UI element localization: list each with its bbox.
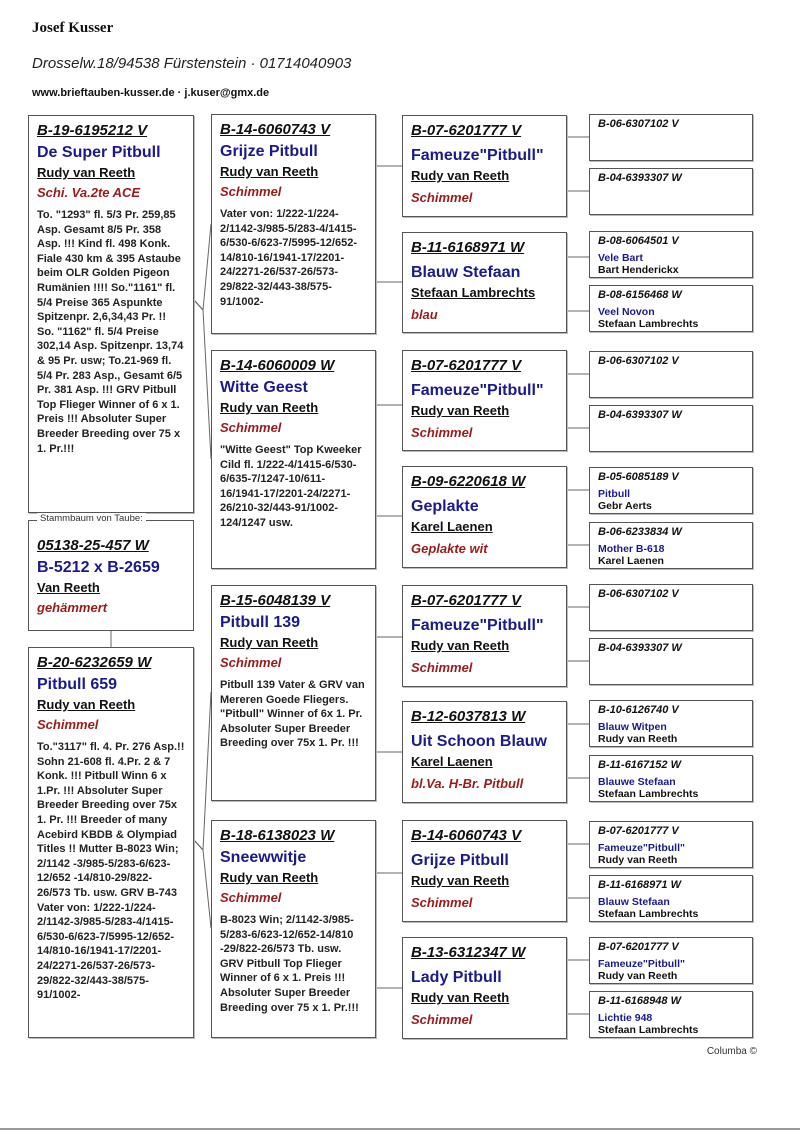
grandparent-name: Pitbull 139 — [220, 614, 301, 631]
gggp-name: Mother B-618 — [598, 543, 665, 555]
grandparent-name: Grijze Pitbull — [220, 143, 318, 160]
gggp-card[interactable] — [589, 114, 753, 161]
gggp-ring-number: B-06-6307102 V — [598, 588, 679, 600]
gggp-card[interactable] — [589, 467, 753, 514]
ggp-name: Fameuze"Pitbull" — [411, 147, 544, 164]
ggp-name: Fameuze"Pitbull" — [411, 617, 544, 634]
sire-name: De Super Pitbull — [37, 144, 161, 161]
gggp-ring-number: B-11-6168948 W — [598, 995, 681, 1007]
ggp-name: Uit Schoon Blauw — [411, 733, 547, 750]
ggp-color: Schimmel — [411, 660, 473, 675]
gggp-ring-number: B-06-6307102 V — [598, 355, 679, 367]
owner-website-email: www.brieftauben-kusser.de · j.kuser@gmx.de — [32, 87, 270, 99]
gggp-ring-number: B-10-6126740 V — [598, 704, 679, 716]
gggp-breeder: Karel Laenen — [598, 555, 664, 567]
gggp-name: Fameuze"Pitbull" — [598, 842, 685, 854]
great-grandparent-card[interactable] — [402, 466, 567, 568]
gggp-breeder: Bart Henderickx — [598, 264, 679, 276]
great-grandparent-card[interactable] — [402, 585, 567, 687]
gggp-ring-number: B-08-6156468 W — [598, 289, 682, 301]
grandparent-name: Witte Geest — [220, 379, 308, 396]
gggp-card[interactable] — [589, 638, 753, 685]
ggp-color: bl.Va. H-Br. Pitbull — [411, 776, 524, 791]
gggp-card[interactable] — [589, 700, 753, 747]
ggp-breeder: Rudy van Reeth — [411, 638, 510, 653]
ggp-color: Geplakte wit — [411, 541, 488, 556]
copyright-label: Columba © — [706, 1046, 757, 1057]
great-grandparent-card[interactable] — [402, 820, 567, 922]
ggp-color: Schimmel — [411, 895, 473, 910]
sire-card[interactable] — [28, 115, 194, 513]
ggp-breeder: Karel Laenen — [411, 519, 493, 534]
great-grandparent-card[interactable] — [402, 701, 567, 803]
gggp-breeder: Gebr Aerts — [598, 500, 652, 512]
grandparent-notes: Pitbull 139 Vater & GRV van Mereren Goede Fliegers. "Pitbull" Winner of 6x 1. Pr. Absoluter Super Breeder Breeding over 75x 1. Pr. !!! — [220, 679, 365, 750]
grandparent-card[interactable] — [211, 585, 376, 801]
gggp-name: Lichtie 948 — [598, 1012, 653, 1024]
ggp-color: blau — [411, 307, 438, 322]
ggp-breeder: Rudy van Reeth — [411, 168, 510, 183]
grandparent-breeder: Rudy van Reeth — [220, 635, 319, 650]
gggp-ring-number: B-04-6393307 W — [598, 642, 682, 654]
ggp-breeder: Rudy van Reeth — [411, 873, 510, 888]
gggp-name: Veel Novon — [598, 306, 655, 318]
dam-breeder: Rudy van Reeth — [37, 697, 136, 712]
ggp-breeder: Rudy van Reeth — [411, 403, 510, 418]
gggp-name: Blauwe Stefaan — [598, 776, 676, 788]
grandparent-name: Sneewwitje — [220, 849, 307, 866]
subject-pigeon-card[interactable] — [28, 513, 194, 631]
gggp-breeder: Stefaan Lambrechts — [598, 318, 699, 330]
gggp-name: Pitbull — [598, 488, 631, 500]
ggp-name: Fameuze"Pitbull" — [411, 382, 544, 399]
gggp-card[interactable] — [589, 821, 753, 868]
gggp-breeder: Rudy van Reeth — [598, 854, 678, 866]
gggp-card[interactable] — [589, 584, 753, 631]
grandparent-color: Schimmel — [220, 420, 282, 435]
dam-name: Pitbull 659 — [37, 676, 118, 693]
grandparent-breeder: Rudy van Reeth — [220, 400, 319, 415]
great-grandparent-card[interactable] — [402, 937, 567, 1039]
gggp-ring-number: B-08-6064501 V — [598, 235, 679, 247]
subject-ring-number: 05138-25-457 W — [37, 537, 149, 554]
subject-breeder: Van Reeth — [37, 580, 100, 595]
gggp-ring-number: B-06-6307102 V — [598, 118, 679, 130]
gggp-breeder: Rudy van Reeth — [598, 970, 678, 982]
gggp-ring-number: B-04-6393307 W — [598, 172, 682, 184]
grandparent-ring-number: B-14-6060009 W — [220, 357, 335, 374]
ggp-ring-number: B-12-6037813 W — [411, 708, 526, 725]
subject-color: gehämmert — [37, 600, 108, 615]
dam-card[interactable] — [28, 647, 194, 1038]
grandparent-breeder: Rudy van Reeth — [220, 870, 319, 885]
grandparent-ring-number: B-14-6060743 V — [220, 121, 331, 138]
gggp-card[interactable] — [589, 875, 753, 922]
great-grandparent-card[interactable] — [402, 232, 567, 333]
sire-notes: To. "1293" fl. 5/3 Pr. 259,85 Asp. Gesamt 8/5 Pr. 358 Asp. !!! Kind fl. 498 Konk. Fiale 430 km & 395 Astaube beim OLR Golden Pigeon Rumänien !!!! So."1161" fl. 5/4 Preise 365 Aspunkte Spitzenpr. 2,6,34,43 Pr. !! So. "1162" fl. 5/4 Preise 302,14 Asp. Spitzenpr. 13,74 & 95 Pr. usw; To.21-969 fl. 5/4 Pr. 283 Asp., Gesamt 6/5 Pr. 381 Asp. !!! GRV Pitbull Top Flieger Winner of 6 x 1. Preis !!! Absoluter Super Breeder Breeding over 75 x 1. Pr.!!! — [37, 209, 184, 455]
grandparent-color: Schimmel — [220, 890, 282, 905]
dam-color: Schimmel — [37, 717, 99, 732]
ggp-name: Blauw Stefaan — [411, 264, 521, 281]
owner-address: Drosselw.18/94538 Fürstenstein · 01714040903 — [32, 55, 352, 72]
subject-name: B-5212 x B-2659 — [37, 559, 160, 576]
gggp-name: Blauw Stefaan — [598, 896, 670, 908]
sire-ring-number: B-19-6195212 V — [37, 122, 148, 139]
grandparent-color: Schimmel — [220, 184, 282, 199]
ggp-breeder: Stefaan Lambrechts — [411, 285, 536, 300]
gggp-card[interactable] — [589, 231, 753, 278]
subject-legend: Stammbaum von Taube: — [37, 513, 146, 524]
gggp-breeder: Stefaan Lambrechts — [598, 788, 699, 800]
grandparent-card[interactable] — [211, 350, 376, 569]
dam-ring-number: B-20-6232659 W — [37, 654, 152, 671]
grandparent-ring-number: B-18-6138023 W — [220, 827, 335, 844]
ggp-color: Schimmel — [411, 190, 473, 205]
ggp-ring-number: B-14-6060743 V — [411, 827, 522, 844]
ggp-name: Grijze Pitbull — [411, 852, 509, 869]
gggp-card[interactable] — [589, 168, 753, 215]
ggp-ring-number: B-07-6201777 V — [411, 357, 522, 374]
gggp-ring-number: B-05-6085189 V — [598, 471, 679, 483]
grandparent-color: Schimmel — [220, 655, 282, 670]
ggp-color: Schimmel — [411, 1012, 473, 1027]
great-grandparent-card[interactable] — [402, 115, 567, 217]
ggp-ring-number: B-11-6168971 W — [411, 239, 525, 256]
gggp-card[interactable] — [589, 991, 753, 1038]
ggp-ring-number: B-13-6312347 W — [411, 944, 526, 961]
gggp-name: Vele Bart — [598, 252, 643, 264]
grandparent-card[interactable] — [211, 114, 376, 334]
gggp-card[interactable] — [589, 755, 753, 802]
gggp-card[interactable] — [589, 285, 753, 332]
gggp-ring-number: B-07-6201777 V — [598, 941, 679, 953]
gggp-card[interactable] — [589, 405, 753, 452]
ggp-ring-number: B-07-6201777 V — [411, 122, 522, 139]
grandparent-ring-number: B-15-6048139 V — [220, 592, 331, 609]
ggp-ring-number: B-07-6201777 V — [411, 592, 522, 609]
gggp-card[interactable] — [589, 351, 753, 398]
great-grandparent-card[interactable] — [402, 350, 567, 451]
grandparent-notes: Vater von: 1/222-1/224-2/1142-3/985-5/283-4/1415-6/530-6/623-7/5995-12/652-14/810-16/1941-17/2201-24/2271-26/537-26/573-29/822-32/443-38/575-91/1002- — [220, 208, 357, 308]
page-bottom-divider — [0, 1128, 800, 1130]
gggp-breeder: Rudy van Reeth — [598, 733, 678, 745]
sire-breeder: Rudy van Reeth — [37, 165, 136, 180]
ggp-ring-number: B-09-6220618 W — [411, 473, 526, 490]
ggp-name: Lady Pitbull — [411, 969, 502, 986]
gggp-ring-number: B-11-6168971 W — [598, 879, 681, 891]
grandparent-notes: "Witte Geest" Top Kweeker Cild fl. 1/222-4/1415-6/530-6/635-7/1247-10/611-16/1941-17/2201-24/2271-26/210-32/443-91/1002-124/1247 usw. — [220, 444, 362, 529]
gggp-ring-number: B-11-6167152 W — [598, 759, 681, 771]
sire-color: Schi. Va.2te ACE — [37, 185, 141, 200]
gggp-ring-number: B-06-6233834 W — [598, 526, 682, 538]
grandparent-breeder: Rudy van Reeth — [220, 164, 319, 179]
gggp-card[interactable] — [589, 522, 753, 569]
dam-notes: To."3117" fl. 4. Pr. 276 Asp.!! Sohn 21-608 fl. 4.Pr. 2 & 7 Konk. !!! Pitbull Winn 6 x 1.Pr. !!! Absoluter Super Breeder Breeding over 75x 1. Pr. !!! Breeder of many Acebird KBDB & Olympiad Titles !! Mutter B-8023 Win; 2/1142 -3/985-5/283-6/623-12/652 -14/810-29/822-26/573 Tb. usw. GRV B-743 Vater von: 1/222-1/224-2/1142-3/985-5/283-4/1415-6/530-6/623-7/5995-12/652-14/810-16/1941-17/2201-24/2271-26/537-26/573-29/822-32/443-38/575-91/1002- — [37, 741, 185, 1002]
grandparent-notes: B-8023 Win; 2/1142-3/985-5/283-6/623-12/652-14/810 -29/822-26/573 Tb. usw. GRV Pitbull Top Flieger Winner of 6 x 1. Preis !!! Absoluter Super Breeder Breeding over 75 x 1. Pr.!!! — [220, 914, 359, 1014]
ggp-breeder: Rudy van Reeth — [411, 990, 510, 1005]
gggp-name: Fameuze"Pitbull" — [598, 958, 685, 970]
gggp-ring-number: B-04-6393307 W — [598, 409, 682, 421]
gggp-name: Blauw Witpen — [598, 721, 667, 733]
gggp-breeder: Stefaan Lambrechts — [598, 908, 699, 920]
gggp-card[interactable] — [589, 937, 753, 984]
gggp-breeder: Stefaan Lambrechts — [598, 1024, 699, 1036]
grandparent-card[interactable] — [211, 820, 376, 1038]
gggp-ring-number: B-07-6201777 V — [598, 825, 679, 837]
ggp-color: Schimmel — [411, 425, 473, 440]
ggp-breeder: Karel Laenen — [411, 754, 493, 769]
ggp-name: Geplakte — [411, 498, 479, 515]
owner-name: Josef Kusser — [32, 20, 114, 36]
